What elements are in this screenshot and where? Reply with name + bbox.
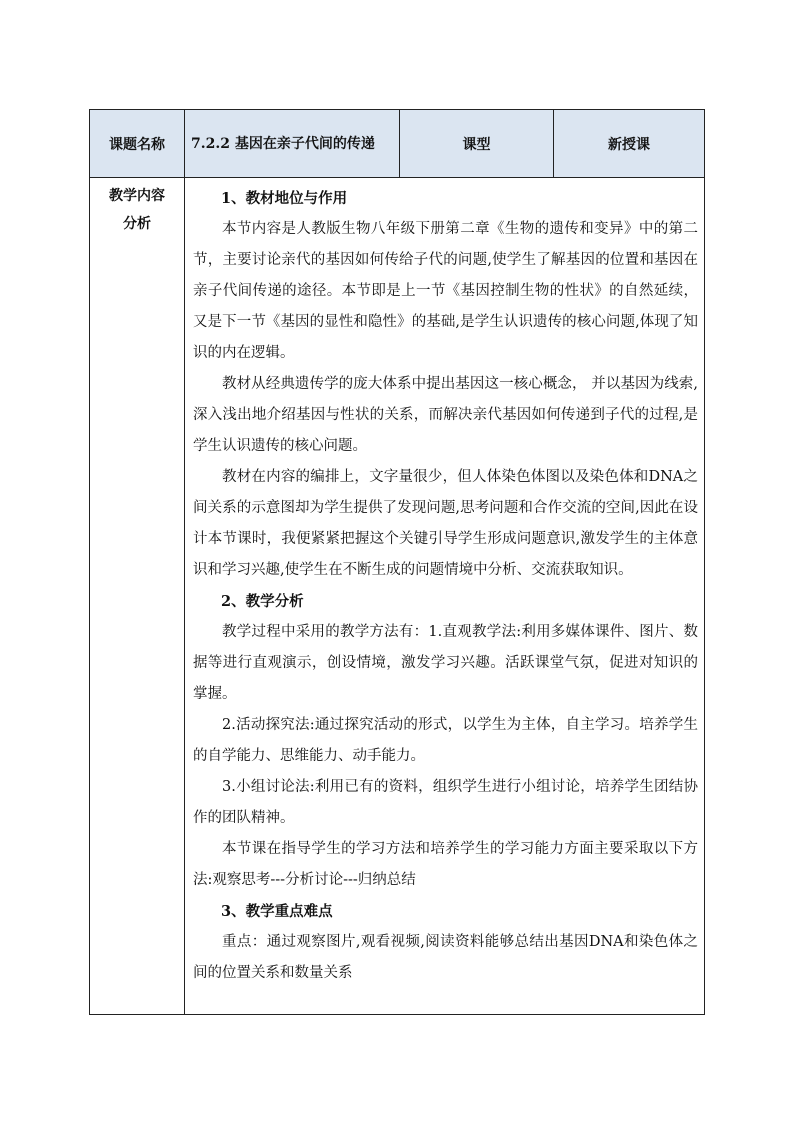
section-heading-analysis: 2、教学分析 bbox=[221, 593, 304, 610]
analysis-label-line1: 教学内容 bbox=[109, 188, 165, 204]
analysis-row bbox=[90, 178, 705, 1015]
type-value: 新授课 bbox=[554, 110, 705, 178]
paragraph: 2.活动探究法:通过探究活动的形式，以学生为主体，自主学习。培养学生的自学能力、思维能力、动手能力。 bbox=[193, 717, 698, 764]
analysis-label bbox=[90, 178, 185, 1015]
section-heading-key-points: 3、教学重点难点 bbox=[221, 903, 333, 920]
paragraph: 教材在内容的编排上，文字量很少，但人体染色体图以及染色体和DNA之间关系的示意图却为学生提供了发现问题,思考问题和合作交流的空间,因此在设计本节课时，我便紧紧把握这个关键引导学生形成问题意识,激发学生的主体意识和学习兴趣,使学生在不断生成的问题情境中分析、交流获取知识。 bbox=[193, 469, 698, 578]
header-row bbox=[90, 110, 705, 178]
paragraph: 本节课在指导学生的学习方法和培养学生的学习能力方面主要采取以下方法:观察思考---分析讨论---归纳总结 bbox=[193, 841, 698, 888]
section-heading-position: 1、教材地位与作用 bbox=[221, 190, 348, 207]
analysis-content bbox=[185, 178, 705, 1015]
paragraph: 3.小组讨论法:利用已有的资料，组织学生进行小组讨论，培养学生团结协作的团队精神。 bbox=[193, 779, 698, 826]
analysis-label-line2: 分析 bbox=[123, 216, 151, 232]
lesson-plan-table bbox=[89, 109, 705, 1015]
type-label: 课型 bbox=[400, 110, 554, 178]
paragraph: 本节内容是人教版生物八年级下册第二章《生物的遗传和变异》中的第二节，主要讨论亲代的基因如何传给子代的问题,使学生了解基因的位置和基因在亲子代间传递的途径。本节即是上一节《基因控制生物的性状》的自然延续，又是下一节《基因的显性和隐性》的基础,是学生认识遗传的核心问题,体现了知识的内在逻辑。 bbox=[193, 221, 698, 361]
topic-label: 课题名称 bbox=[90, 110, 185, 178]
topic-value: 7.2.2 基因在亲子代间的传递 bbox=[185, 110, 400, 178]
paragraph: 教学过程中采用的教学方法有：1.直观教学法:利用多媒体课件、图片、数据等进行直观演示，创设情境，激发学习兴趣。活跃课堂气氛，促进对知识的掌握。 bbox=[193, 624, 698, 702]
paragraph: 教材从经典遗传学的庞大体系中提出基因这一核心概念， 并以基因为线索,深入浅出地介绍基因与性状的关系，而解决亲代基因如何传递到子代的过程,是学生认识遗传的核心问题。 bbox=[193, 376, 698, 454]
paragraph: 重点：通过观察图片,观看视频,阅读资料能够总结出基因DNA和染色体之间的位置关系和数量关系 bbox=[193, 934, 698, 981]
